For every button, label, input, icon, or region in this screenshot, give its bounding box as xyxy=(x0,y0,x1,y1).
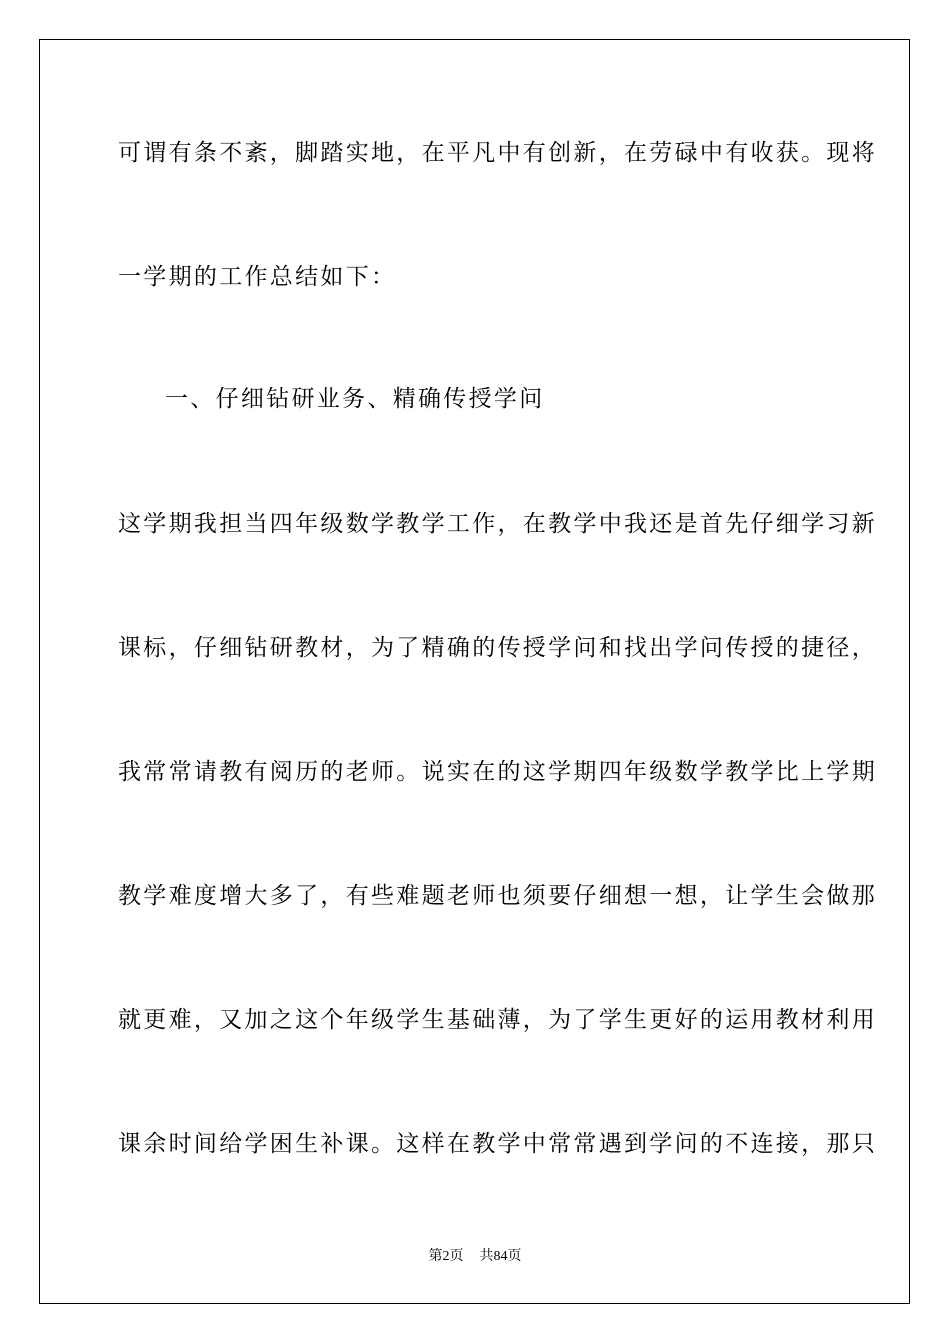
text-line-9: 课余时间给学困生补课。这样在教学中常常遇到学问的不连接，那只 xyxy=(118,1131,877,1157)
text-line-4: 这学期我担当四年级数学教学工作，在教学中我还是首先仔细学习新 xyxy=(118,511,877,537)
text-line-1: 可谓有条不紊，脚踏实地，在平凡中有创新，在劳碌中有收获。现将 xyxy=(118,140,877,166)
page-footer xyxy=(0,1248,950,1266)
section-heading: 一、仔细钻研业务、精确传授学问 xyxy=(165,386,545,412)
current-page-number: 第2页 xyxy=(428,1249,464,1264)
text-line-2: 一学期的工作总结如下： xyxy=(118,264,397,290)
text-line-8: 就更难，又加之这个年级学生基础薄，为了学生更好的运用教材利用 xyxy=(118,1007,877,1033)
text-line-6: 我常常请教有阅历的老师。说实在的这学期四年级数学教学比上学期 xyxy=(118,759,877,785)
text-line-5: 课标，仔细钻研教材，为了精确的传授学问和找出学问传授的捷径， xyxy=(118,635,877,661)
page-border xyxy=(39,39,910,1304)
total-pages: 共84页 xyxy=(479,1249,522,1264)
text-line-7: 教学难度增大多了，有些难题老师也须要仔细想一想，让学生会做那 xyxy=(118,883,877,909)
